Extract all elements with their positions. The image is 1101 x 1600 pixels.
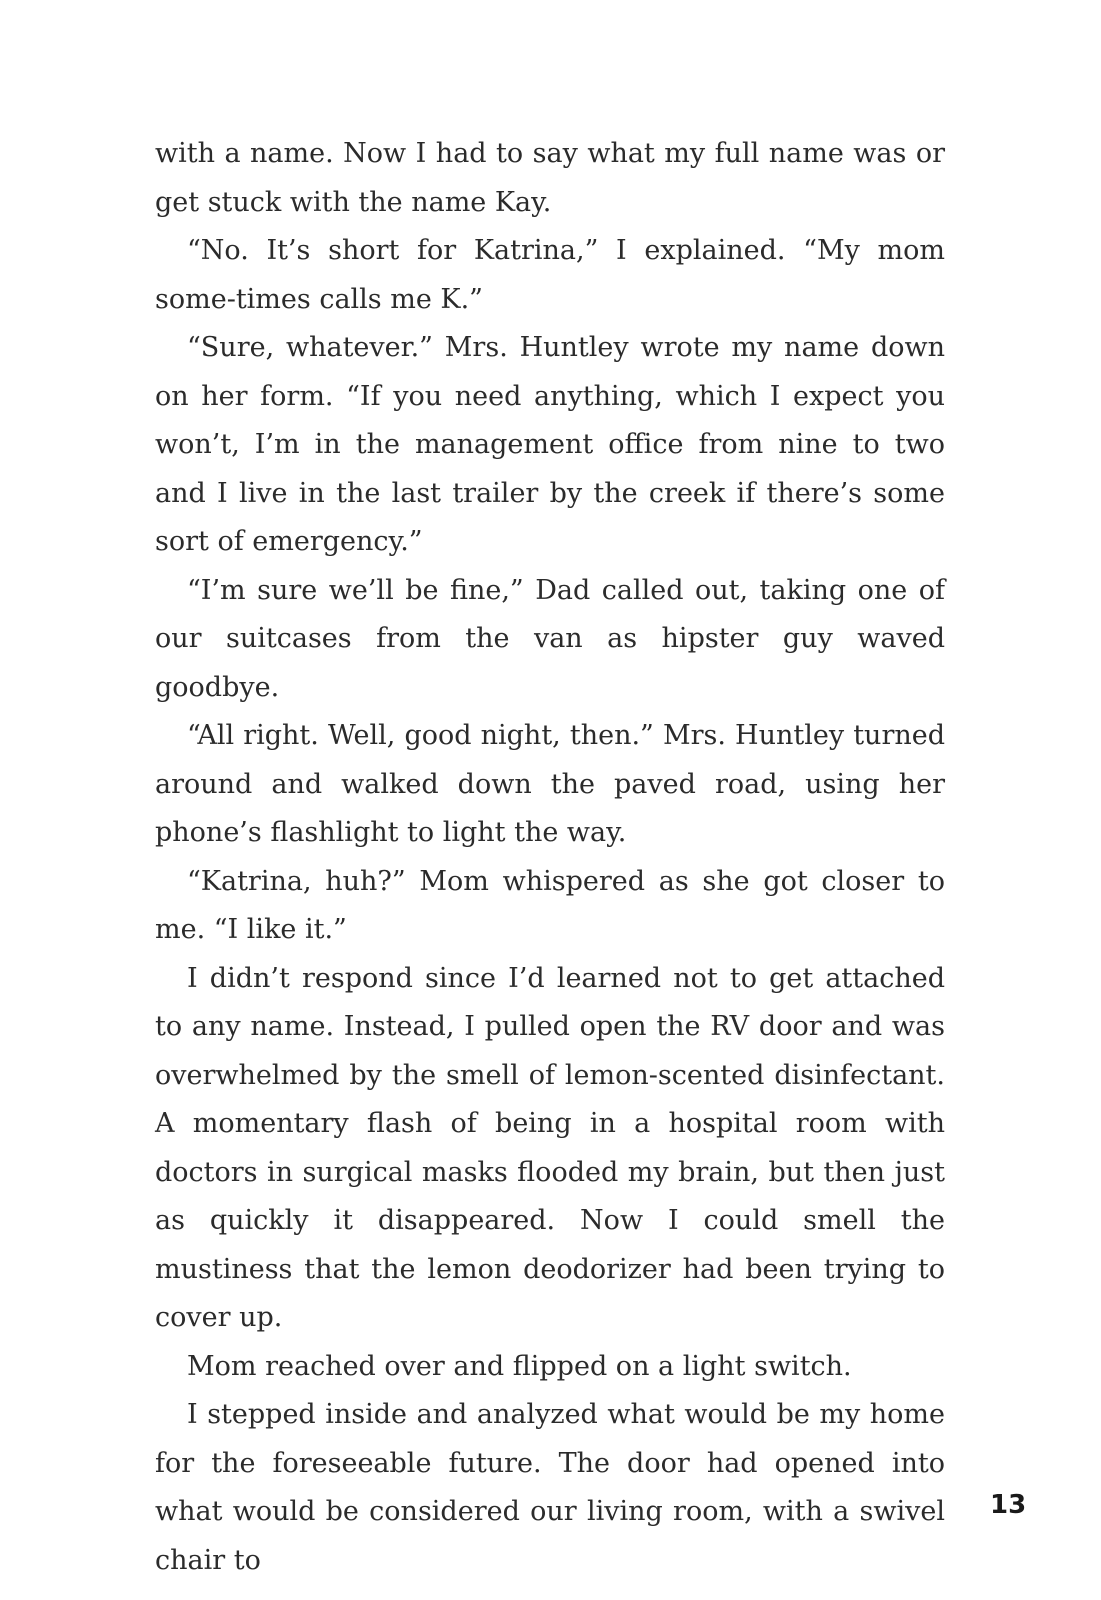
paragraph: “I’m sure we’ll be fine,” Dad called out, taking one of our suitcases from the van as hipster guy waved goodbye. — [155, 574, 945, 703]
body-text — [155, 130, 945, 1585]
paragraph: “All right. Well, good night, then.” Mrs. Huntley turned around and walked down the paved road, using her phone’s flashlight to light the way. — [155, 720, 945, 848]
paragraph: I stepped inside and analyzed what would be my home for the foreseeable future. The door had opened into what would be considered our living room, with a swivel chair to — [155, 1399, 945, 1576]
paragraph: Mom reached over and flipped on a light switch. — [187, 1350, 852, 1382]
paragraph: with a name. Now I had to say what my full name was or get stuck with the name Kay. — [155, 138, 945, 218]
paragraph: “Katrina, huh?” Mom whispered as she got closer to me. “I like it.” — [155, 865, 945, 945]
paragraph: I didn’t respond since I’d learned not to get attached to any name. Instead, I pulled open the RV door and was overwhelmed by the smell of lemon-scented disinfectant. A momentary flash of being in a hospital room with doctors in surgical masks flooded my brain, but then just as quickly it disappeared. Now I could smell the mustiness that the lemon deodorizer had been trying to cover up. — [155, 962, 945, 1333]
page-number: 13 — [990, 1490, 1027, 1520]
paragraph: “No. It’s short for Katrina,” I explained. “My mom some-times calls me K.” — [155, 235, 945, 315]
paragraph: “Sure, whatever.” Mrs. Huntley wrote my name down on her form. “If you need anything, which I expect you won’t, I’m in the management office from nine to two and I live in the last trailer by the creek if there’s some sort of emergency.” — [155, 332, 945, 557]
